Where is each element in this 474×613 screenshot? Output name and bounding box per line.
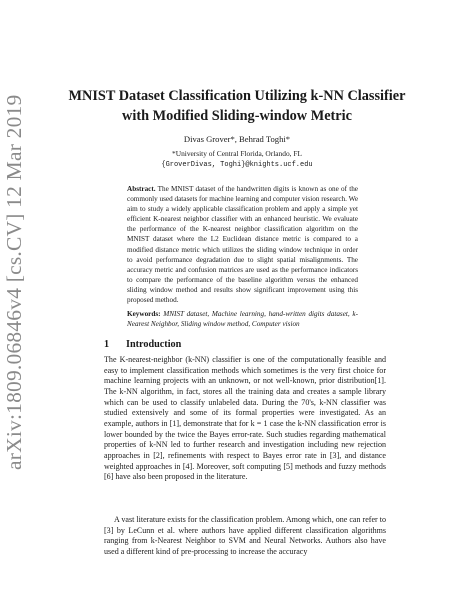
arxiv-identifier: arXiv:1809.06846v4 [cs.CV] 12 Mar 2019 [2,94,26,470]
authors: Divas Grover*, Behrad Toghi* [183,134,291,144]
abstract-text: The MNIST dataset of the handwritten digits is known as one of the commonly used datasets for machine learning and computer vision research. We aim to study a widely applicable classification problem and apply a simple yet efficient K-nearest neighbor classifier with an enhanced heuristic. We evaluate the performance of the K-nearest neighbor classification algorithm on the MNIST dataset where the L2 Euclidean distance metric is compared to a modified distance metric which utilizes the sliding window technique in order to avoid performance degradation due to slight spatial misalignments. The accuracy metric and confusion matrices are used as the performance indicators to compare the performance of the baseline algorithm versus the enhanced sliding window method and results show significant improvement using this proposed method. [127,185,359,305]
abstract-label: Abstract. [127,185,156,193]
paper-title: MNIST Dataset Classification Utilizing k-NN Classifier with Modified Sliding-window Metric [68,88,406,124]
section-title: Introduction [126,339,182,350]
section-number: 1 [104,339,110,350]
arxiv-stamp [0,0,30,613]
affiliation-block [60,149,414,170]
section-heading [104,339,181,350]
paragraph: The K-nearest-neighbor (k-NN) classifier is one of the computationally feasible and easy to implement classification methods which sometimes is the very first choice for machine learning projects with an unknown, or not well-known, prior distribution[1]. The k-NN algorithm, in fact, stores all the training data and creates a sample library which can be used to classify unlabeled data. During the 70's, k-NN classifier was studied extensively and some of its formal properties were investigated. As an example, authors in [1], demonstrate that for k = 1 case the k-NN classification error is lower bounded by the twice the Bayes error-rate. Such studies regarding mathematical properties of k-NN led to further research and investigation including new rejection approaches in [2], refinements with respect to Bayes error rate in [3], and distance weighted approaches in [4]. Moreover, soft computing [5] methods and fuzzy methods [6] have also been proposed in the literature. [104,355,386,482]
keywords-text: MNIST dataset, Machine learning, hand-written digits dataset, k-Nearest Neighbor, Sliding window method, Computer vision [127,310,359,329]
abstract [127,184,358,305]
keywords [127,309,358,329]
paragraph: A vast literature exists for the classification problem. Among which, one can refer to [3] by LeCunn et al. where authors have applied different classification algorithms ranging from k-Nearest Neighbor to SVM and Neural Networks. Authors also have used a different kind of pre-processing to increase the accuracy [104,515,386,556]
author-emails: {GroverDivas, Toghi}@knights.ucf.edu [161,160,313,169]
keywords-label: Keywords: [127,310,161,318]
affiliation: *University of Central Florida, Orlando, FL [172,149,302,158]
